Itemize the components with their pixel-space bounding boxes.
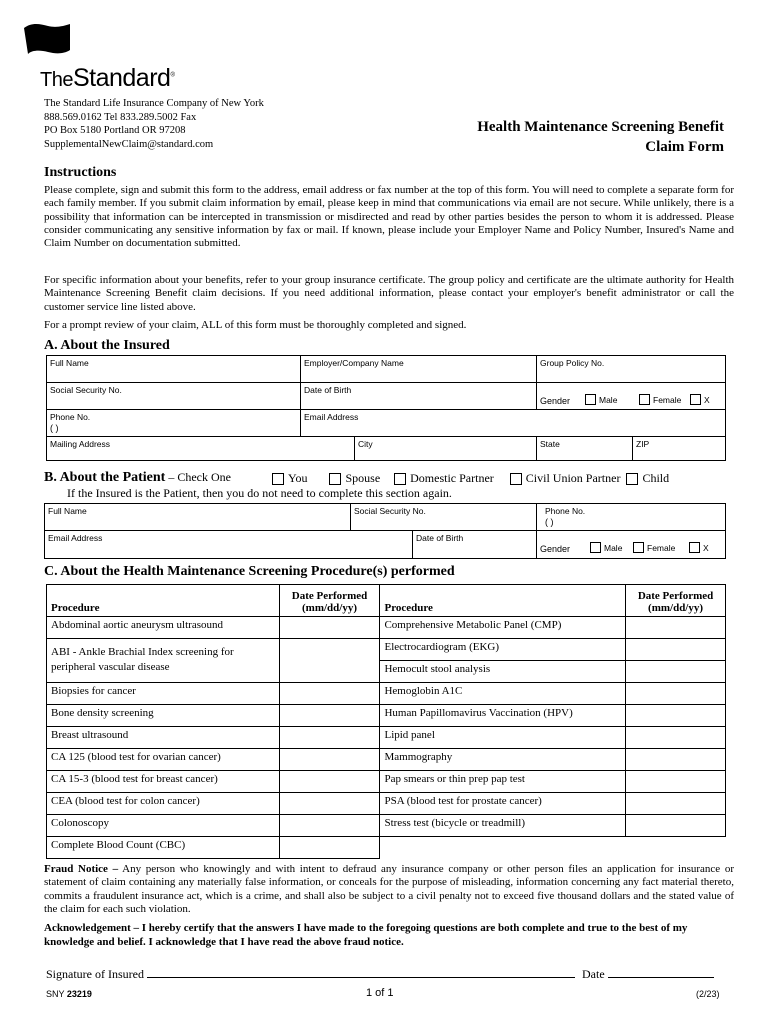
procedure-cell: Breast ultrasound: [47, 727, 280, 749]
insured-ssn-field[interactable]: [47, 383, 301, 410]
table-row: [47, 617, 726, 639]
brand-registered: ®: [170, 72, 175, 79]
section-b-heading: [44, 470, 231, 486]
insured-x-checkbox[interactable]: [690, 394, 710, 405]
insured-city-field[interactable]: [355, 437, 537, 460]
form-title-line2: Claim Form: [645, 139, 724, 155]
brand-standard: Standard: [72, 64, 171, 92]
insured-email-field[interactable]: [301, 410, 725, 437]
signature-row: [46, 966, 575, 982]
procedure-text: ABI - Ankle Brachial Index screening for peripheral vascular disease: [51, 646, 234, 673]
phone-fax: 888.569.0162 Tel 833.289.5002 Fax: [44, 111, 197, 123]
table-row: [47, 749, 726, 771]
date-input-cell[interactable]: [626, 661, 726, 683]
date-input-cell[interactable]: [279, 771, 380, 793]
procedure-header-right: Procedure: [380, 585, 626, 617]
patient-grid: [44, 503, 726, 559]
patient-female-checkbox[interactable]: [633, 542, 675, 553]
gender-label: Gender: [540, 544, 571, 554]
date-input-cell[interactable]: [626, 617, 726, 639]
field-label: Phone No.: [50, 412, 91, 422]
field-label: Email Address: [304, 412, 359, 422]
male-label: Male: [599, 394, 618, 405]
patient-civil-union-checkbox[interactable]: [510, 471, 621, 486]
section-c-heading: C. About the Health Maintenance Screening Procedure(s) performed: [44, 564, 455, 579]
procedure-cell: Bone density screening: [47, 705, 280, 727]
procedure-cell: Electrocardiogram (EKG): [380, 639, 626, 661]
insured-state-field[interactable]: [537, 437, 633, 460]
field-label: State: [540, 439, 560, 449]
checkbox-box[interactable]: [272, 473, 284, 485]
field-label: Group Policy No.: [540, 358, 605, 368]
date-input-cell[interactable]: [626, 793, 726, 815]
instructions-paragraph-2: For specific information about your benefits, refer to your group insurance certificate. The group policy and certificate are the ultimate authority for Health Maintenance Screening Benefit claim decisions. If you need additional information, please contact your employer's benefit administrator or call the customer service line listed above.: [44, 274, 734, 313]
date-header-right: [626, 585, 726, 617]
checkbox-box[interactable]: [626, 473, 638, 485]
table-row: [47, 727, 726, 749]
table-row: [47, 683, 726, 705]
flag-logo-icon: [22, 22, 72, 58]
patient-spouse-checkbox[interactable]: [329, 471, 380, 486]
procedure-cell: CA 125 (blood test for ovarian cancer): [47, 749, 280, 771]
date-header-line1: Date Performed: [291, 590, 368, 602]
gender-label: Gender: [540, 396, 571, 406]
instructions-heading: Instructions: [44, 165, 117, 180]
procedure-cell: Mammography: [380, 749, 626, 771]
page-number: 1 of 1: [366, 987, 394, 999]
civil-union-label: Civil Union Partner: [525, 471, 621, 485]
date-row: [582, 966, 714, 982]
date-input-cell[interactable]: [626, 683, 726, 705]
male-label: Male: [604, 542, 623, 553]
insured-gender-group: [537, 383, 725, 410]
female-label: Female: [647, 542, 676, 553]
patient-relationship-options: [262, 471, 669, 486]
form-number-value: 23219: [66, 989, 92, 999]
procedure-table: [46, 584, 726, 859]
table-row: [47, 639, 726, 661]
table-header-row: [47, 585, 726, 617]
date-input-cell[interactable]: [626, 727, 726, 749]
po-box: PO Box 5180 Portland OR 97208: [44, 125, 186, 136]
insured-mailing-address-field[interactable]: [47, 437, 355, 460]
date-input-cell[interactable]: [279, 727, 380, 749]
company-name: The Standard Life Insurance Company of New York: [44, 98, 264, 109]
insured-female-checkbox[interactable]: [639, 394, 681, 405]
patient-male-checkbox[interactable]: [590, 542, 622, 553]
patient-full-name-field[interactable]: [45, 504, 351, 531]
procedure-cell: PSA (blood test for prostate cancer): [380, 793, 626, 815]
fraud-notice-text: Any person who knowingly and with intent to defraud any insurance company or other person files an application for insurance or statement of claim containing any materially false information, or conceals for the purpose of misleading, information concerning any fact material thereto, commits a fraudulent insurance act, which is a crime, and shall also be subject to a civil penalty not to exceed five thousand dollars and the stated value of the claim for each such violation.: [44, 863, 735, 915]
checkbox-box[interactable]: [689, 542, 700, 553]
spouse-label: Spouse: [345, 471, 381, 485]
date-input-cell[interactable]: [626, 639, 726, 661]
date-input-cell[interactable]: [626, 771, 726, 793]
field-label: Employer/Company Name: [304, 358, 404, 368]
procedure-cell: Hemoglobin A1C: [380, 683, 626, 705]
patient-phone-field[interactable]: [537, 504, 725, 531]
fraud-notice: [44, 863, 734, 916]
date-input-cell[interactable]: [279, 749, 380, 771]
table-row: [47, 815, 726, 837]
insured-group-policy-field[interactable]: [537, 356, 725, 383]
patient-x-checkbox[interactable]: [689, 542, 709, 553]
instructions-paragraph-1: Please complete, sign and submit this form to the address, email address or fax number at the top of this form. You will need to complete a separate form for each family member. If you submit claim information by email, please keep in mind that communications via email are not secure. While unlikely, there is a possibility that information can be intercepted in transmission or misdirected and read by other parties besides the person to whom it is addressed. Please consider communicating any sensitive information by fax or mail. If known, please include your Employer Name and Policy Number, Insured's Name and Claim Number on documentation submitted.: [44, 184, 734, 250]
field-label: Phone No.: [545, 506, 586, 516]
procedure-cell: Pap smears or thin prep pap test: [380, 771, 626, 793]
insured-zip-field[interactable]: [633, 437, 725, 460]
form-title: [477, 117, 724, 157]
insured-male-checkbox[interactable]: [585, 394, 617, 405]
check-one-label: – Check One: [165, 470, 231, 484]
procedure-cell: Human Papillomavirus Vaccination (HPV): [380, 705, 626, 727]
female-label: Female: [653, 394, 682, 405]
checkbox-box[interactable]: [590, 542, 601, 553]
form-number: [46, 989, 92, 999]
checkbox-box[interactable]: [633, 542, 644, 553]
claims-email: SupplementalNewClaim@standard.com: [44, 138, 214, 150]
revision-date: (2/23): [696, 989, 720, 999]
procedure-cell: Colonoscopy: [47, 815, 280, 837]
field-label: Mailing Address: [50, 439, 111, 449]
insured-dob-field[interactable]: [301, 383, 537, 410]
checkbox-box[interactable]: [690, 394, 701, 405]
field-label: Date of Birth: [304, 385, 352, 395]
patient-child-checkbox[interactable]: [626, 471, 669, 486]
signature-label: Signature of Insured: [46, 967, 144, 981]
date-input-cell[interactable]: [626, 815, 726, 837]
checkbox-box[interactable]: [394, 473, 406, 485]
field-label: Social Security No.: [50, 385, 122, 395]
date-input-cell[interactable]: [279, 617, 380, 639]
field-label: City: [358, 439, 373, 449]
insured-phone-field[interactable]: [47, 410, 301, 437]
procedure-cell: CEA (blood test for colon cancer): [47, 793, 280, 815]
field-label: Full Name: [48, 506, 87, 516]
checkbox-box[interactable]: [585, 394, 596, 405]
fraud-notice-label: Fraud Notice –: [44, 863, 119, 875]
date-input-cell[interactable]: [279, 793, 380, 815]
date-input-cell[interactable]: [279, 639, 380, 683]
field-label: Date of Birth: [416, 533, 464, 543]
date-header-line2: (mm/dd/yy): [648, 602, 704, 614]
patient-dob-field[interactable]: [413, 531, 537, 558]
checkbox-box[interactable]: [510, 473, 522, 485]
table-row: [47, 771, 726, 793]
empty-cell: [626, 837, 726, 859]
date-label: Date: [582, 967, 605, 981]
checkbox-box[interactable]: [639, 394, 650, 405]
section-b-title: B. About the Patient: [44, 470, 166, 485]
table-row: [47, 793, 726, 815]
section-a-heading: A. About the Insured: [44, 338, 170, 353]
procedure-cell: Stress test (bicycle or treadmill): [380, 815, 626, 837]
phone-area-code: ( ): [50, 423, 59, 433]
you-label: You: [288, 471, 308, 485]
instructions-paragraph-3: For a prompt review of your claim, ALL of this form must be thoroughly completed and signed.: [44, 319, 467, 331]
field-label: ZIP: [636, 439, 650, 449]
patient-domestic-partner-checkbox[interactable]: [394, 471, 494, 486]
table-row: [47, 705, 726, 727]
procedure-header-left: Procedure: [47, 585, 280, 617]
insured-employer-field[interactable]: [301, 356, 537, 383]
phone-area-code: ( ): [545, 517, 554, 527]
procedure-cell: Lipid panel: [380, 727, 626, 749]
signature-date-line[interactable]: [608, 966, 714, 978]
date-header-line1: Date Performed: [637, 590, 714, 602]
acknowledgement: Acknowledgement – I hereby certify that the answers I have made to the foregoing questions are both complete and true to the best of my knowledge and belief. I acknowledge that I have read the above fraud notice.: [44, 922, 688, 948]
insured-grid: [46, 355, 726, 461]
patient-ssn-field[interactable]: [351, 504, 537, 531]
procedure-cell: [47, 639, 280, 683]
date-header-line2: (mm/dd/yy): [302, 602, 358, 614]
x-label: X: [703, 542, 709, 553]
x-label: X: [704, 394, 710, 405]
patient-you-checkbox[interactable]: [272, 471, 307, 486]
field-label: Full Name: [50, 358, 89, 368]
procedure-cell: Hemocult stool analysis: [380, 661, 626, 683]
procedure-cell: Complete Blood Count (CBC): [47, 837, 280, 859]
child-label: Child: [642, 471, 670, 485]
signature-line[interactable]: [147, 966, 575, 978]
patient-gender-group: [537, 531, 725, 558]
form-title-line1: Health Maintenance Screening Benefit: [477, 119, 724, 135]
domestic-partner-label: Domestic Partner: [410, 471, 494, 485]
procedure-cell: Comprehensive Metabolic Panel (CMP): [380, 617, 626, 639]
procedure-cell: CA 15-3 (blood test for breast cancer): [47, 771, 280, 793]
date-input-cell[interactable]: [626, 749, 726, 771]
company-address: [44, 97, 264, 151]
date-input-cell[interactable]: [279, 815, 380, 837]
field-label: Social Security No.: [354, 506, 426, 516]
patient-note: If the Insured is the Patient, then you do not need to complete this section again.: [67, 486, 452, 500]
field-label: Email Address: [48, 533, 103, 543]
procedure-cell: Biopsies for cancer: [47, 683, 280, 705]
date-input-cell[interactable]: [279, 683, 380, 705]
checkbox-box[interactable]: [329, 473, 341, 485]
table-row: [47, 837, 726, 859]
date-input-cell[interactable]: [279, 705, 380, 727]
brand-logo: [40, 64, 174, 93]
patient-email-field[interactable]: [45, 531, 413, 558]
date-input-cell[interactable]: [626, 705, 726, 727]
brand-the: The: [40, 69, 73, 91]
procedure-cell: Abdominal aortic aneurysm ultrasound: [47, 617, 280, 639]
date-input-cell[interactable]: [279, 837, 380, 859]
empty-cell: [380, 837, 626, 859]
form-number-prefix: SNY: [46, 989, 67, 999]
date-header-left: [279, 585, 380, 617]
insured-full-name-field[interactable]: [47, 356, 301, 383]
